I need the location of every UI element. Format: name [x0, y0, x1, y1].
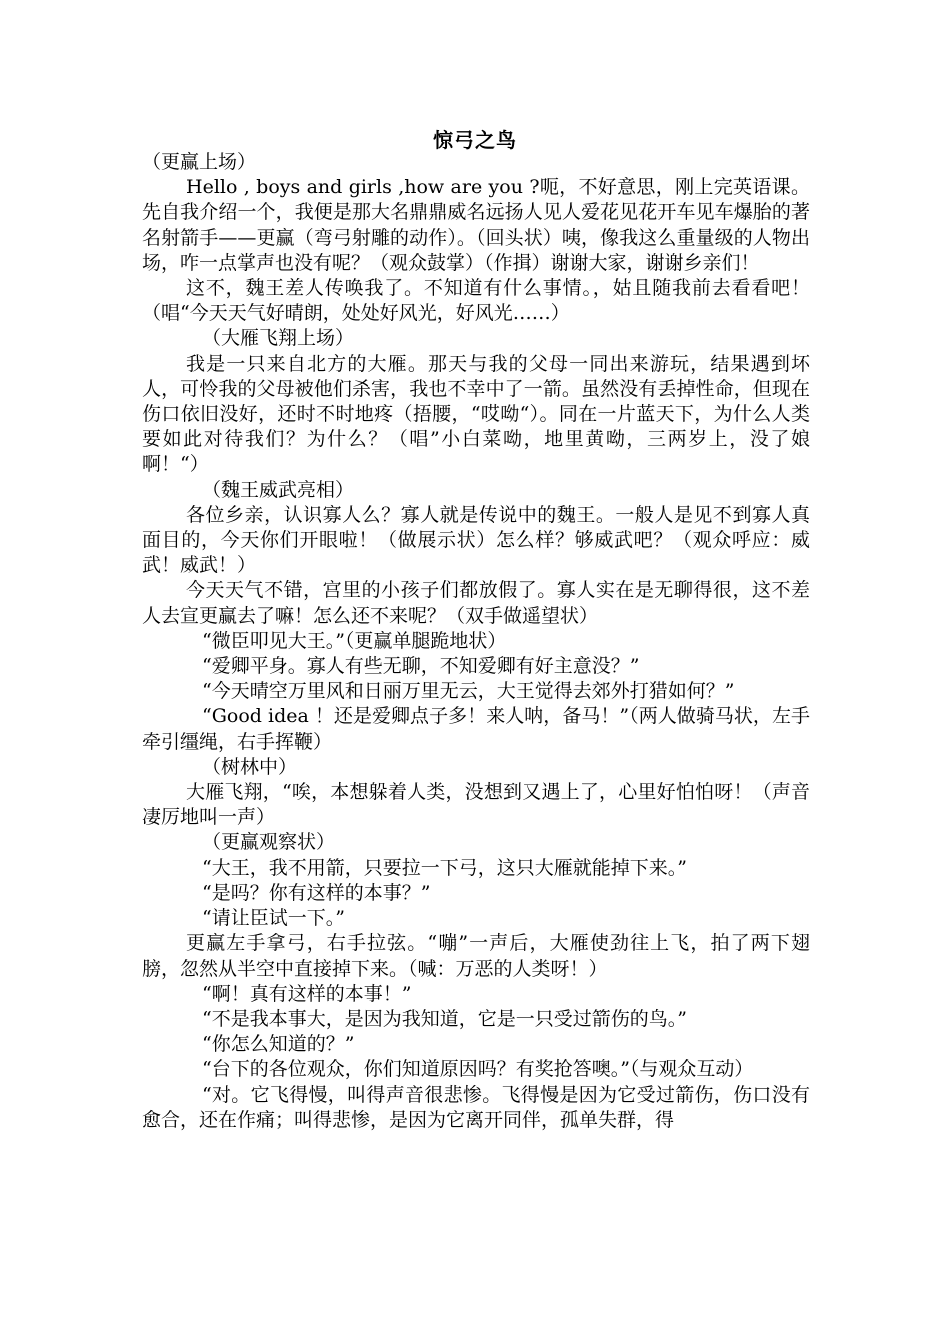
paragraph: 今天天气不错，宫里的小孩子们都放假了。寡人实在是无聊得很，这不差人去宣更赢去了嘛！怎么还不来呢？（双手做遥望状）	[142, 579, 810, 627]
dialogue-line: “请让臣试一下。”	[202, 907, 345, 930]
dialogue-line: “Good idea ！还是爱卿点子多！来人呐，备马！”（两人做骑马状，左手牵引缰绳，右手挥鞭）	[142, 705, 810, 753]
paragraph: 大雁飞翔，“唉，本想躲着人类，没想到又遇上了，心里好怕怕呀！（声音凄厉地叫一声）	[142, 781, 810, 829]
paragraph: Hello , boys and girls ,how are you ?呃，不好意思，刚上完英语课。先自我介绍一个，我便是那大名鼎鼎威名远扬人见人爱花见花开车见车爆胎的著名射箭手——更赢（弯弓射雕的动作）。（回头状）咦，像我这么重量级的人物出场，咋一点掌声也没有呢？（观众鼓掌）（作揖）谢谢大家，谢谢乡亲们！	[142, 176, 810, 274]
dialogue-line: “爱卿平身。寡人有些无聊，不知爱卿有好主意没？”	[202, 655, 640, 678]
stage-direction: （更赢上场）	[142, 151, 257, 173]
paragraph: 这不，魏王差人传唤我了。不知道有什么事情。，姑且随我前去看看吧！（唱“今天天气好晴朗，处处好风光，好风光……）	[142, 277, 810, 325]
document-title: 惊弓之鸟	[433, 128, 517, 152]
dialogue-line: “啊！真有这样的本事！”	[202, 982, 412, 1005]
paragraph: 更赢左手拿弓，右手拉弦。“嘣”一声后，大雁使劲往上飞，拍了两下翅膀，忽然从半空中直接掉下来。（喊：万恶的人类呀！）	[142, 932, 810, 980]
paragraph: 我是一只来自北方的大雁。那天与我的父母一同出来游玩，结果遇到坏人，可怜我的父母被他们杀害，我也不幸中了一箭。虽然没有丢掉性命，但现在伤口依旧没好，还时不时地疼（捂腰，“哎呦“）。同在一片蓝天下，为什么人类要如此对待我们？为什么？（唱”小白菜呦，地里黄呦，三两岁上，没了娘啊！“）	[142, 352, 810, 476]
dialogue-line: “微臣叩见大王。”（更赢单腿跪地状）	[202, 629, 507, 652]
dialogue-line: “台下的各位观众，你们知道原因吗？有奖抢答噢。”（与观众互动）	[202, 1058, 754, 1081]
stage-direction: （树林中）	[202, 755, 298, 778]
document-body	[142, 150, 810, 1133]
stage-direction: （大雁飞翔上场）	[202, 327, 355, 350]
stage-direction: （魏王威武亮相）	[202, 478, 355, 501]
stage-direction: （更赢观察状）	[202, 831, 336, 854]
dialogue-line: “大王，我不用箭，只要拉一下弓，这只大雁就能掉下来。”	[202, 856, 687, 879]
dialogue-line: “今天晴空万里风和日丽万里无云，大王觉得去郊外打猎如何？”	[202, 680, 735, 703]
dialogue-line: “不是我本事大，是因为我知道，它是一只受过箭伤的鸟。”	[202, 1007, 687, 1030]
dialogue-line: “对。它飞得慢，叫得声音很悲惨。飞得慢是因为它受过箭伤，伤口没有愈合，还在作痛；叫得悲惨，是因为它离开同伴，孤单失群，得	[142, 1083, 810, 1131]
dialogue-line: “是吗？你有这样的本事？”	[202, 881, 431, 904]
paragraph: 各位乡亲，认识寡人么？寡人就是传说中的魏王。一般人是见不到寡人真面目的，今天你们开眼啦！（做展示状）怎么样？够威武吧？（观众呼应：威武！威武！）	[142, 503, 810, 577]
dialogue-line: “你怎么知道的？”	[202, 1033, 355, 1056]
